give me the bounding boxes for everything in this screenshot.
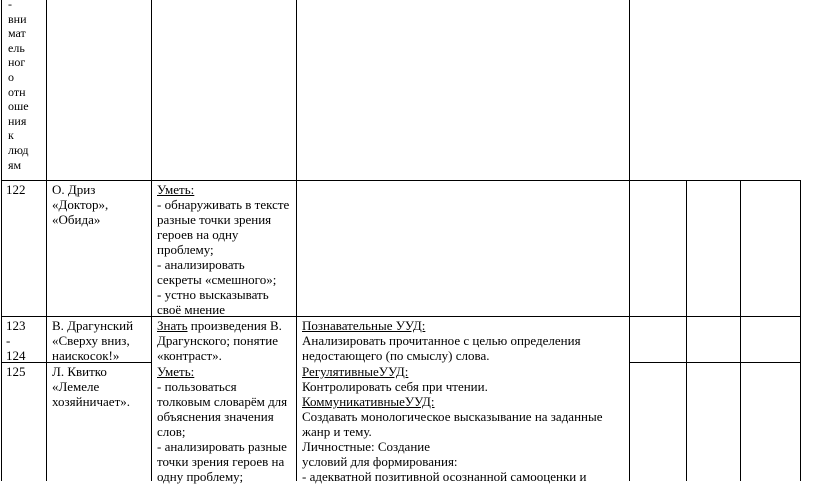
table-border <box>1 180 801 181</box>
table-border <box>629 0 630 481</box>
work-title: О. Дриз «Доктор», «Обида» <box>52 182 109 227</box>
table-border <box>1 316 801 317</box>
lesson-number: 122 <box>6 182 26 197</box>
lesson-number: 123 - 124 <box>6 318 26 363</box>
regulatory-uud-label: РегулятивныеУУД: <box>302 364 409 379</box>
communicative-uud-label: КоммуникативныеУУД: <box>302 394 435 409</box>
skill-heading: Уметь: <box>157 364 195 379</box>
table-border <box>151 0 152 481</box>
table-border <box>686 180 687 481</box>
know-line <box>157 318 282 333</box>
table-border <box>629 362 801 363</box>
know-label: Знать <box>157 318 188 333</box>
communicative-uud-text: Создавать монологическое высказывание на заданные жанр и тему. <box>302 409 603 439</box>
cognitive-uud-label: Познавательные УУД: <box>302 318 426 333</box>
lesson-number: 125 <box>6 364 26 379</box>
subject-results: - обнаруживать в тексте разные точки зрения героев на одну проблему; - анализировать секреты «смешного»; - устно высказывать своё мнение <box>157 197 290 317</box>
regulatory-uud-text: Контролировать себя при чтении. <box>302 379 488 394</box>
cognitive-uud-text: Анализировать прочитанное с целью определения недостающего (по смыслу) слова. <box>302 333 581 363</box>
subject-results: Драгунского; понятие «контраст». <box>157 333 279 363</box>
personal-uud-text: Личностные: Создание условий для формирования: - адекватной позитивной осознанной самооценки и <box>302 439 587 484</box>
subject-results: - пользоваться толковым словарём для объяснения значения слов; - анализировать разные точки зрения героев на одну проблему; <box>157 379 288 484</box>
table-border <box>740 180 741 481</box>
skill-heading: Уметь: <box>157 182 195 197</box>
table-border <box>46 0 47 481</box>
value-cell-text: - вни мат ель ног о отн оше ния к люд ям <box>8 0 29 172</box>
work-title: Л. Квитко «Лемеле хозяйничает». <box>52 364 130 409</box>
table-border <box>1 0 2 481</box>
table-border <box>296 0 297 481</box>
table-border <box>800 180 801 481</box>
know-rest: произведения В. <box>187 318 282 333</box>
work-title: В. Драгунский «Сверху вниз, наискосок!» <box>52 318 134 363</box>
